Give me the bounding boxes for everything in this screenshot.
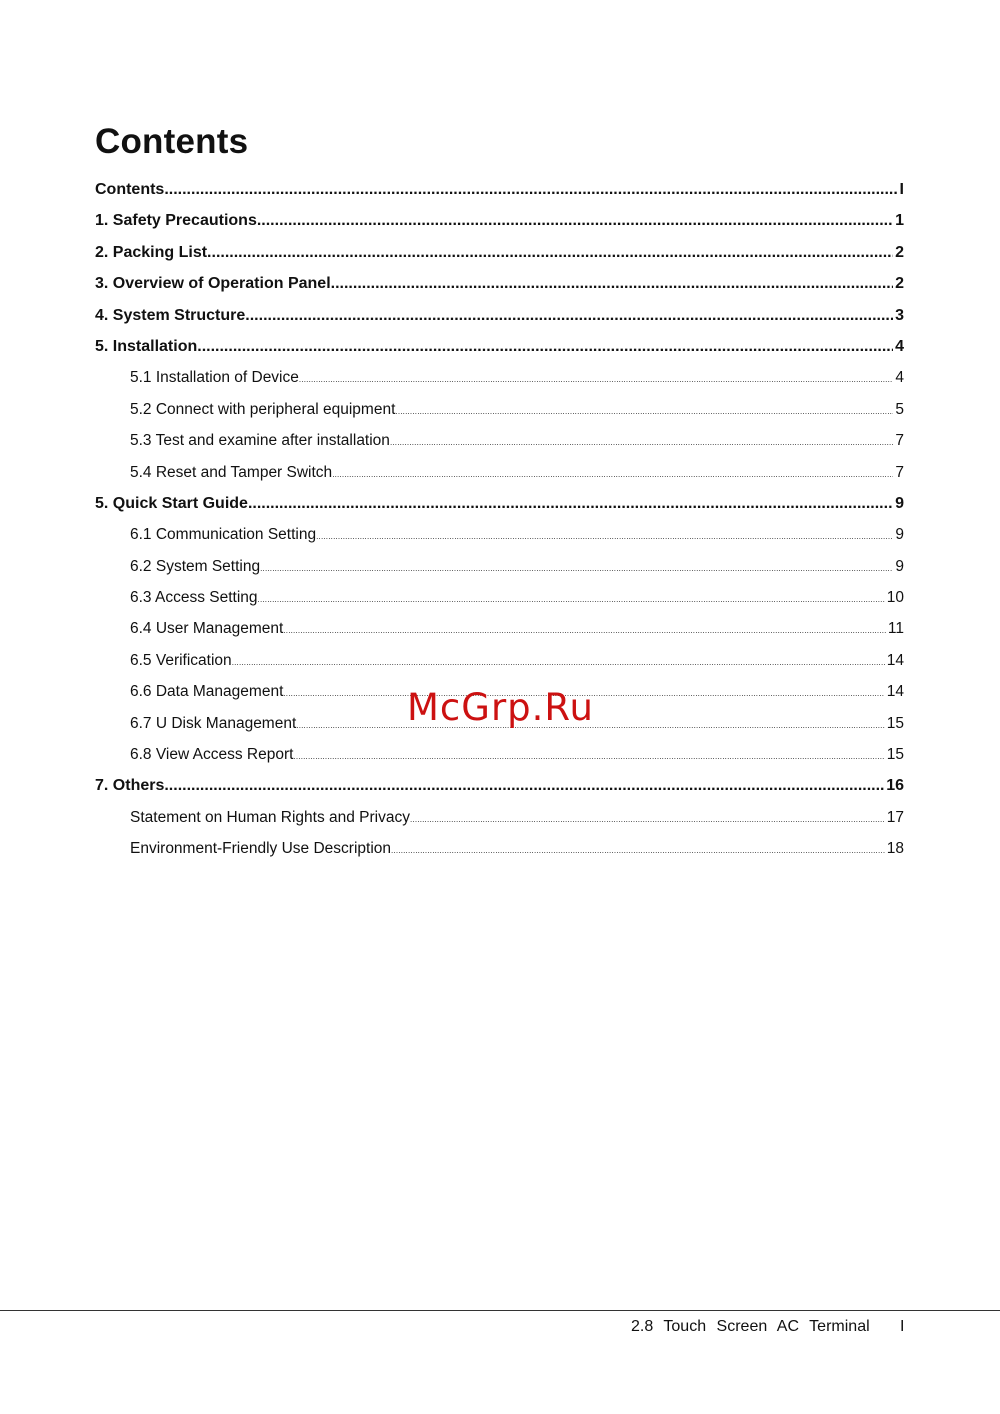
footer-divider <box>0 1310 1000 1311</box>
toc-dot-leader <box>232 645 885 676</box>
toc-entry[interactable] <box>95 205 904 236</box>
toc-dot-leader <box>299 362 894 393</box>
toc-entry-page: 17 <box>886 808 904 826</box>
toc-dot-leader <box>410 802 885 833</box>
toc-dot-leader <box>331 268 893 299</box>
toc-entry-label: 2. Packing List <box>95 243 208 261</box>
toc-entry-label: 3. Overview of Operation Panel <box>95 275 331 293</box>
toc-dot-leader <box>395 394 893 425</box>
toc-dot-leader <box>283 613 886 644</box>
toc-entry-label: 7. Others <box>95 777 165 795</box>
toc-entry[interactable] <box>95 237 904 268</box>
toc-entry-label: 6.2 System Setting <box>130 557 261 575</box>
toc-entry-label: 6.6 Data Management <box>130 683 284 701</box>
toc-entry-page: 1 <box>895 212 904 230</box>
toc-entry[interactable] <box>95 300 904 331</box>
toc-entry[interactable] <box>95 770 904 801</box>
toc-entry-page: 10 <box>886 589 904 607</box>
toc-entry-page: 7 <box>895 463 904 481</box>
toc-entry-label: 6.1 Communication Setting <box>130 526 317 544</box>
toc-subentry[interactable] <box>95 613 904 644</box>
footer-document-title: 2.8 Touch Screen AC Terminal <box>631 1318 870 1335</box>
toc-entry-page: 15 <box>886 714 904 732</box>
toc-subentry[interactable] <box>95 582 904 613</box>
toc-dot-leader <box>332 457 893 488</box>
toc-entry[interactable] <box>95 488 904 519</box>
toc-subentry[interactable] <box>95 362 904 393</box>
toc-entry-label: 5.4 Reset and Tamper Switch <box>130 463 333 481</box>
toc-entry-page: 9 <box>895 494 904 512</box>
toc-entry-page: 2 <box>895 275 904 293</box>
toc-dot-leader <box>391 833 885 864</box>
toc-subentry[interactable] <box>95 833 904 864</box>
toc-dot-leader <box>390 425 893 456</box>
footer-page-number: I <box>900 1318 905 1335</box>
toc-entry-label: 6.8 View Access Report <box>130 746 294 764</box>
toc-entry-page: 4 <box>895 369 904 387</box>
watermark: McGrp.Ru <box>407 686 594 729</box>
toc-entry-page: 9 <box>895 557 904 575</box>
page-title: Contents <box>95 122 249 161</box>
toc-entry-page: 16 <box>886 777 904 795</box>
toc-subentry[interactable] <box>95 425 904 456</box>
toc-entry-label: 6.7 U Disk Management <box>130 714 297 732</box>
toc-entry-label: 6.4 User Management <box>130 620 284 638</box>
toc-dot-leader <box>293 739 884 770</box>
toc-entry-page: I <box>899 181 904 198</box>
toc-entry-page: 18 <box>886 840 904 858</box>
toc-dot-leader <box>316 519 893 550</box>
toc-entry-page: 14 <box>886 683 904 701</box>
toc-subentry[interactable] <box>95 739 904 770</box>
toc-entry-page: 11 <box>887 620 904 638</box>
toc-entry-label: 1. Safety Precautions <box>95 212 257 230</box>
toc-entry-page: 3 <box>895 306 904 324</box>
toc-dot-leader <box>260 551 893 582</box>
toc-subentry[interactable] <box>95 551 904 582</box>
toc-entry[interactable] <box>95 268 904 299</box>
toc-entry-page: 9 <box>895 526 904 544</box>
toc-entry-label: 5.2 Connect with peripheral equipment <box>130 400 396 418</box>
toc-entry-label: Statement on Human Rights and Privacy <box>130 808 410 826</box>
toc-subentry[interactable] <box>95 645 904 676</box>
toc-entry-page: 2 <box>895 243 904 261</box>
toc-dot-leader <box>197 331 893 362</box>
toc-subentry[interactable] <box>95 519 904 550</box>
toc-dot-leader <box>257 205 893 236</box>
toc-entry-page: 14 <box>886 651 904 669</box>
toc-entry-label: 5. Quick Start Guide <box>95 494 248 512</box>
toc-dot-leader <box>164 174 897 205</box>
toc-entry-page: 5 <box>895 400 904 418</box>
toc-entry-label: 6.5 Verification <box>130 651 232 669</box>
toc-entry-label: 5. Installation <box>95 337 198 355</box>
toc-entry-label: 5.3 Test and examine after installation <box>130 432 390 450</box>
toc-dot-leader <box>258 582 885 613</box>
toc-entry-label: Environment-Friendly Use Description <box>130 840 392 858</box>
toc-subentry[interactable] <box>95 802 904 833</box>
toc-subentry[interactable] <box>95 394 904 425</box>
toc-entry-page: 4 <box>895 337 904 355</box>
table-of-contents <box>95 174 904 865</box>
toc-entry[interactable] <box>95 331 904 362</box>
toc-entry[interactable] <box>95 174 904 205</box>
toc-entry-page: 15 <box>886 746 904 764</box>
toc-entry-label: 5.1 Installation of Device <box>130 369 299 387</box>
toc-subentry[interactable] <box>95 457 904 488</box>
toc-dot-leader <box>207 237 893 268</box>
toc-dot-leader <box>164 770 884 801</box>
toc-entry-label: 6.3 Access Setting <box>130 589 258 607</box>
toc-dot-leader <box>245 300 893 331</box>
toc-entry-page: 7 <box>895 432 904 450</box>
toc-entry-label: 4. System Structure <box>95 306 246 324</box>
toc-entry-label: Contents <box>95 181 165 198</box>
toc-dot-leader <box>248 488 893 519</box>
